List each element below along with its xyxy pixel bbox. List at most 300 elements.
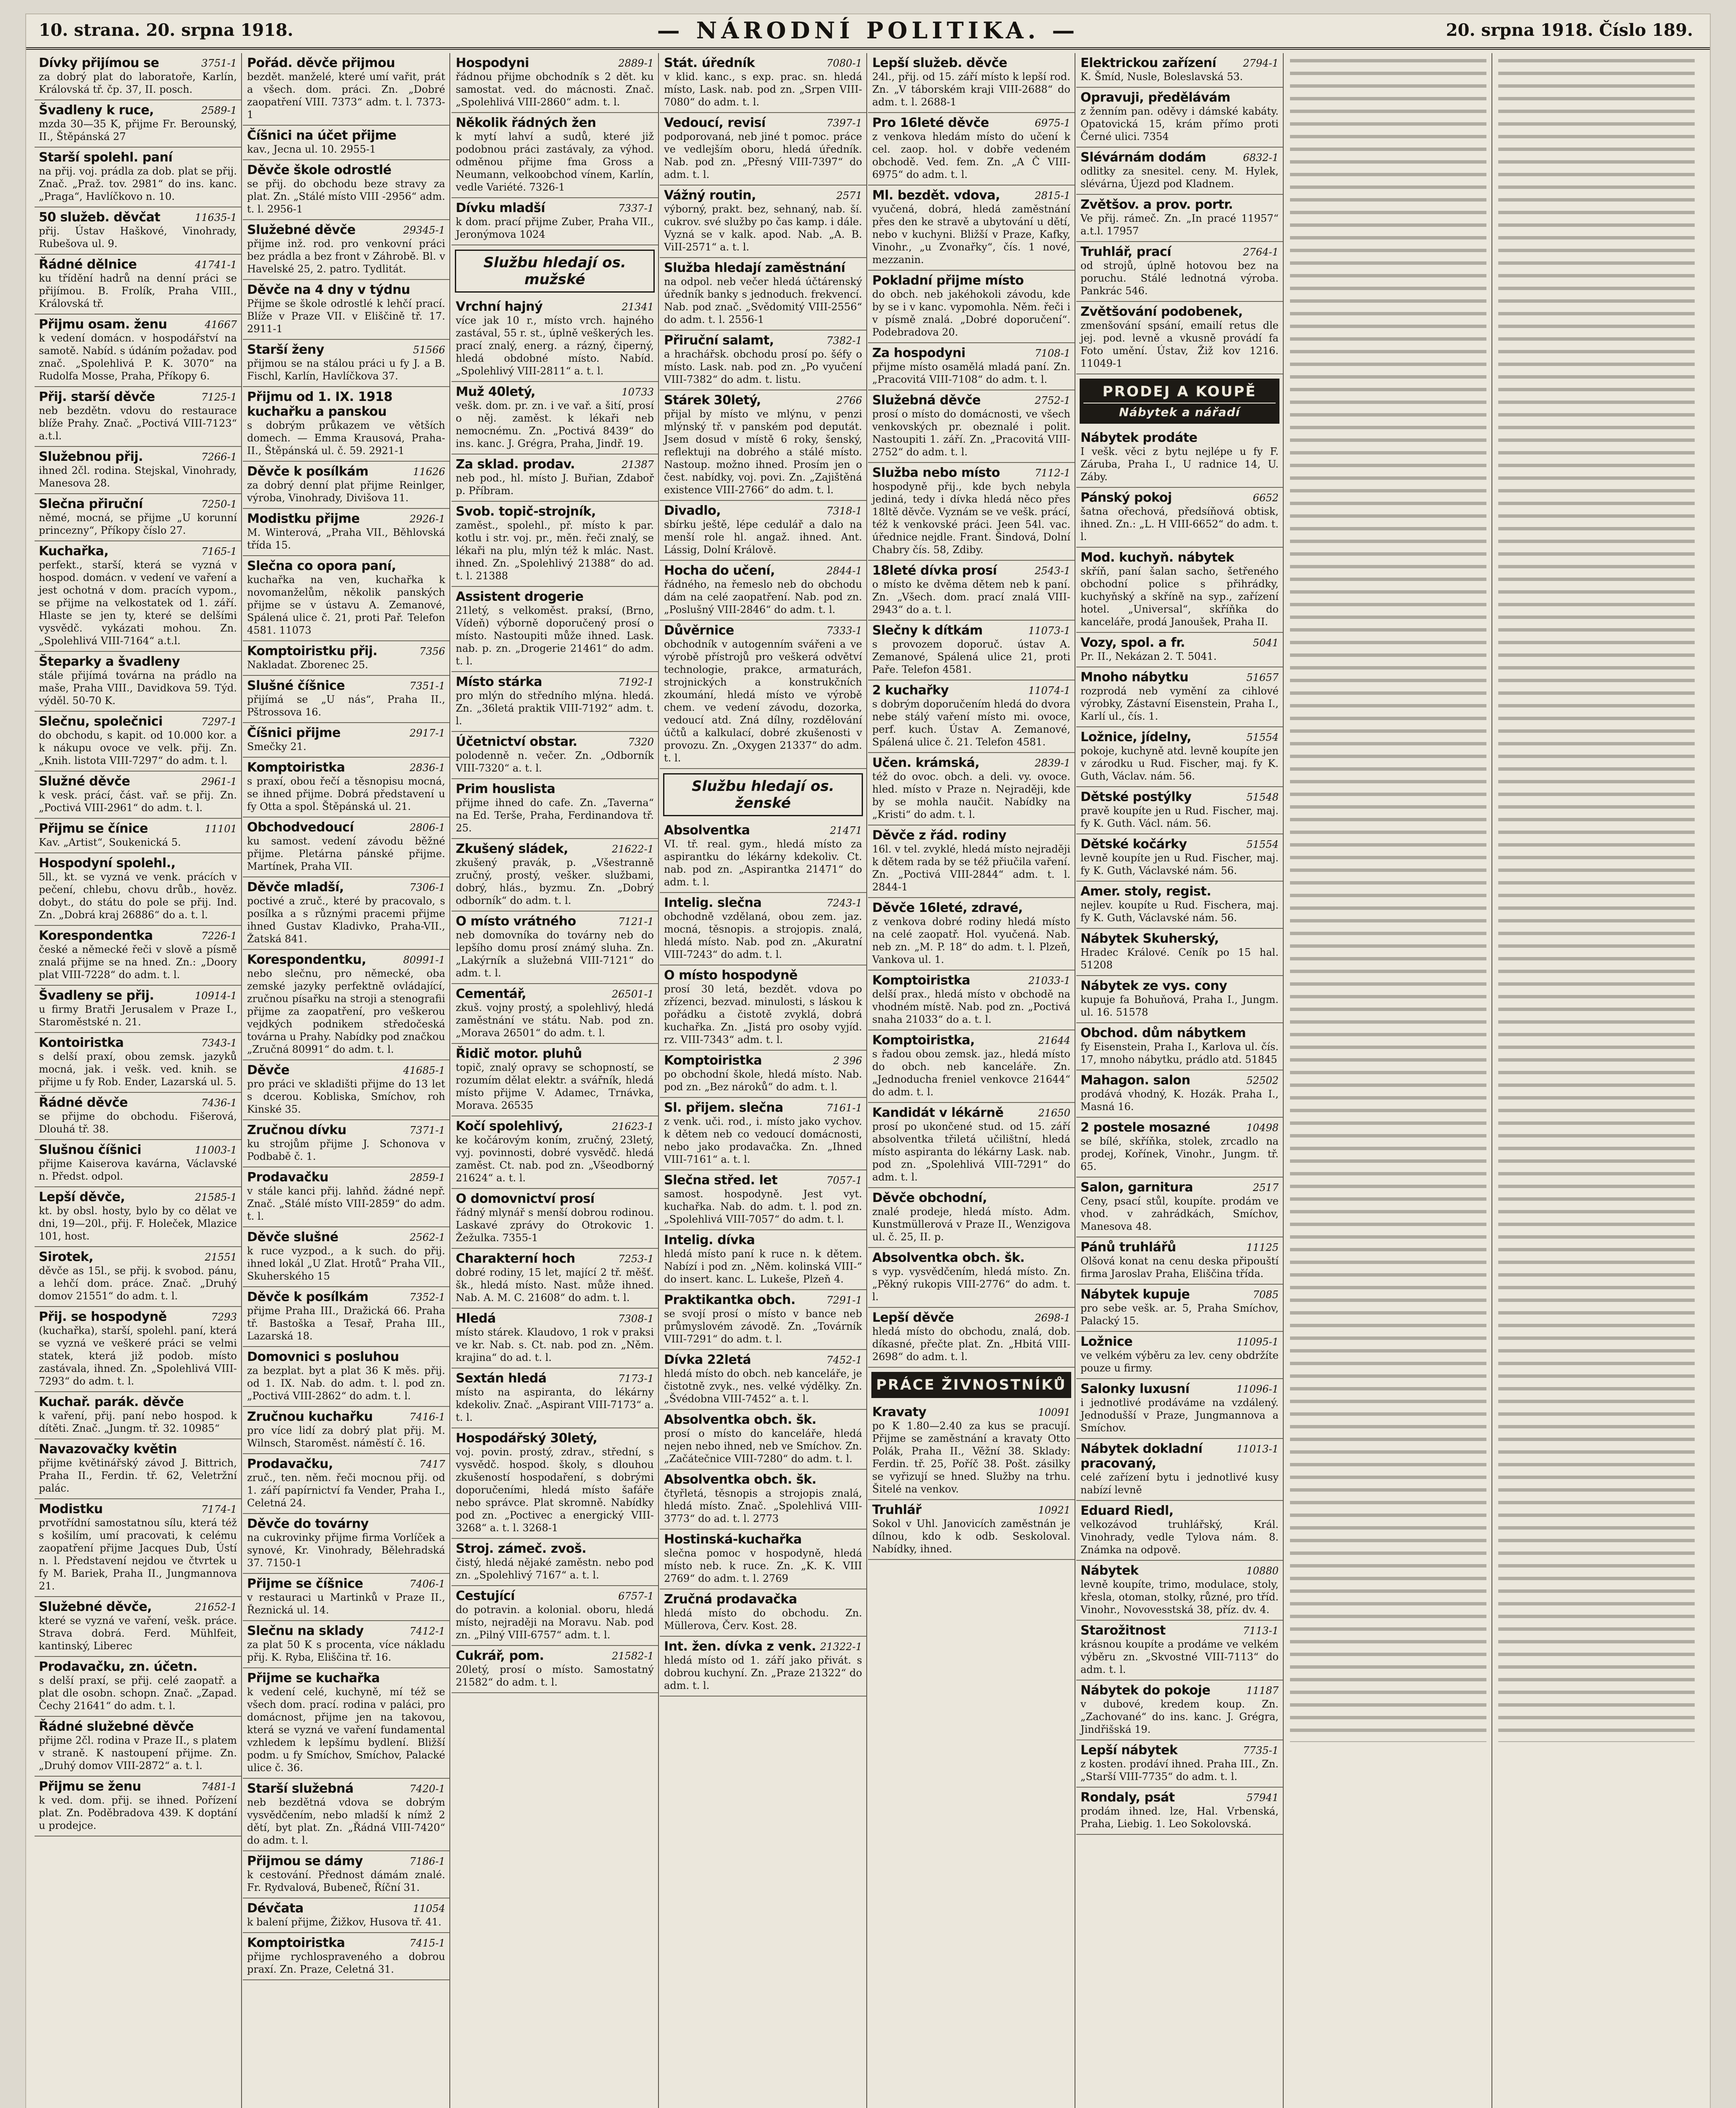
ad-body: neb bezdětná vdova se dobrým vysvědčením, nebo mladší k nímž 2 dětí, byt plat. Zn. „Řádná VIII-7420“ do adm. t. l.: [247, 1796, 445, 1846]
classified-ad: [660, 1530, 866, 1589]
ad-body: od strojů, úplně hotovou bez na poruchu. Stálé lednotná výroba. Pankrác 546.: [1080, 260, 1279, 297]
classified-ad: [1076, 88, 1283, 148]
ad-number: 7266-1: [201, 451, 237, 463]
ad-body: hledá místo do obch. neb kanceláře, je čistotně zvyk., nes. velké výdělky. Zn. „Švédobna VIII-7452“ a. t. l.: [664, 1368, 862, 1405]
classified-ad: [868, 561, 1075, 621]
ad-heading: Komptoiristka: [664, 1053, 762, 1068]
classified-ad: [35, 1499, 241, 1597]
section-banner-title: Službu hledají os. mužské: [483, 254, 626, 288]
ad-number: 21322-1: [820, 1641, 862, 1653]
ad-number: 10914-1: [195, 990, 237, 1002]
ad-heading: Přijmu se čínice: [39, 821, 148, 836]
ad-heading: Řádné služebné děvče: [39, 1719, 194, 1734]
ad-heading: Obchod. dům nábytkem: [1080, 1026, 1246, 1041]
ad-number: 11626: [413, 466, 445, 478]
ad-heading: Kontoiristka: [39, 1035, 124, 1050]
ad-number: 7250-1: [201, 498, 237, 510]
ad-number: 11635-1: [195, 212, 237, 223]
section-banner-subtitle: Nábytek a nářadí: [1083, 403, 1276, 419]
ad-number: 7085: [1252, 1289, 1279, 1301]
classified-ad: [451, 198, 658, 245]
classified-ad: [868, 1500, 1075, 1560]
classified-ad: [660, 965, 866, 1051]
classified-ad: [243, 641, 449, 676]
ad-body: neb pod., hl. místo J. Buřian, Zdaboř p. Příbram.: [456, 472, 654, 497]
classified-ad: [243, 1454, 449, 1514]
classified-ad: [660, 1589, 866, 1637]
classified-ad: [451, 53, 658, 113]
section-banner-title: PRODEJ A KOUPĚ: [1102, 383, 1257, 400]
ad-body: z venkova dobré rodiny hledá místo na celé zaopatř. Hol. vyučená. Nab. neb zn. „M. P. 18“ do adm. t. l. Plzeň, Vankova ul. 1.: [872, 916, 1070, 965]
ad-heading: Int. žen. dívka z venk.: [664, 1639, 816, 1654]
ad-heading: Přijmu od 1. IX. 1918 kuchařku a panskou: [247, 390, 392, 419]
ad-number: 6757-1: [618, 1590, 654, 1602]
ad-heading: 2 postele mosazné: [1080, 1120, 1210, 1135]
column-2: [243, 53, 450, 2108]
ad-heading: Absolventka obch. šk.: [872, 1250, 1025, 1265]
classified-ad: [868, 680, 1075, 753]
ad-body: též do ovoc. obch. a deli. vy. ovoce. hled. místo v Praze n. Nejraději, kde by se mohla naučit. Nabídky na „Kristi“ do adm. t. l.: [872, 771, 1070, 820]
classified-ad: [660, 1051, 866, 1098]
column-8: [1493, 53, 1700, 2108]
ad-heading: Ložnice: [1080, 1334, 1133, 1349]
ad-number: 2794-1: [1243, 57, 1279, 69]
classified-ad: [243, 1060, 449, 1120]
classified-ad: [243, 723, 449, 758]
ad-heading: Korespondentku,: [247, 952, 366, 967]
ad-body: k mytí lahví a sudů, které již podobnou práci zastávaly, za výhod. odměnou přijme fma Gross a Neumann, velkoobchod vínem, Karlín, vedle Variété. 7326-1: [456, 131, 654, 193]
ad-number: 7308-1: [618, 1313, 654, 1325]
classified-ad: [243, 280, 449, 340]
ad-body: k balení přijme, Žižkov, Husova tř. 41.: [247, 1916, 442, 1928]
ad-body: 21letý, s velkoměst. praksí, (Brno, Vídeň) výborně doporučený prosí o místo. Nastoupiti může ihned. Lask. nab. p. zn. „Drogerie 21461“ do adm. t. l.: [456, 605, 654, 667]
ad-body: za dobrý plat do laboratoře, Karlín, Královská tř. čp. 37, II. posch.: [39, 71, 237, 95]
ad-number: 21033-1: [1028, 975, 1070, 987]
ad-body: zkušený pravák, p. „Všestranně zručný, prostý, vešker. službami, dobrý, hlás., byzmu. Zn. „Dobrý odborník“ do adm. t. l.: [456, 857, 654, 906]
column-6: [1076, 53, 1284, 2108]
ad-heading: Prodavačku,: [247, 1457, 333, 1471]
ad-number: 11096-1: [1236, 1383, 1279, 1395]
ad-heading: Domovnici s posluhou: [247, 1350, 399, 1364]
classified-ad: [1076, 1023, 1283, 1070]
ad-heading: Dívka 22letá: [664, 1352, 751, 1367]
classified-ad: [1076, 428, 1283, 488]
ad-heading: Služebná děvče: [872, 393, 981, 408]
ad-body: do obchodu, s kapit. od 10.000 kor. a k nákupu ovoce ve velk. přij. Zn. „Knih. listota VIII-7297“ do adm. t. l.: [39, 729, 237, 766]
ad-heading: Slečna přiruční: [39, 497, 143, 511]
ad-heading: Salonky luxusní: [1080, 1382, 1190, 1396]
ad-number: 10921: [1038, 1504, 1070, 1516]
ad-body: přijímá se „U nás“, Praha II., Pštrossova 16.: [247, 694, 445, 718]
ad-heading: Eduard Riedl,: [1080, 1503, 1174, 1518]
section-banner: [455, 250, 655, 293]
ad-number: 2562-1: [409, 1231, 445, 1243]
ad-body: sbírku ještě, lépe cedulář a dalo na menší role hl. angaž. ihned. Ant. Lássig, Dolní Králově.: [664, 519, 862, 556]
classified-ad: [243, 1933, 449, 1980]
ad-number: 2764-1: [1243, 246, 1279, 258]
classified-ad: [1076, 1680, 1283, 1740]
ad-number: 2859-1: [409, 1172, 445, 1183]
classified-ad: [243, 817, 449, 877]
header-date-left: 10. strana. 20. srpna 1918.: [39, 20, 293, 40]
classified-ad: [35, 207, 241, 255]
ad-heading: Pánský pokoj: [1080, 490, 1172, 505]
ad-body: o místo ke dvěma dětem neb k paní. Zn. „Všech. dom. prací znalá VIII-2943“ do a. t. l.: [872, 578, 1070, 616]
ad-body: bezdět. manželé, které umí vařit, prát a všech. dom. práci. Zn. „Dobré zaopatření VIII. 7373“ adm. t. l. 7373-1: [247, 71, 445, 121]
classified-ad: [868, 53, 1075, 113]
classified-ad: [451, 113, 658, 198]
ad-heading: Komptoiristku přij.: [247, 644, 378, 659]
ad-number: 2917-1: [409, 727, 445, 739]
ad-heading: Dětské postýlky: [1080, 790, 1192, 804]
ad-number: 3751-1: [201, 57, 237, 69]
ad-body: ve velkém výběru za lev. ceny obdržíte pouze u firmy.: [1080, 1350, 1279, 1374]
classified-ad: [35, 315, 241, 387]
ad-body: nebo slečnu, pro německé, oba zemské jazyky perfektně ovládající, zručnou písařku na stroji a stenografii přijme za zaopatření, pro veškerou vejdkých podnikem středočeská továrna u Prahy. Nabídky pod značkou „Zručná 80991“ do adm. t. l.: [247, 968, 445, 1055]
classified-ad: [35, 1247, 241, 1307]
classified-ad: [243, 877, 449, 950]
ad-number: 7412-1: [409, 1625, 445, 1637]
ad-body: k vaření, přij. paní nebo hospod. k dítěti. Znač. „Jungm. tř. 32. 10985“: [39, 1410, 237, 1434]
classified-ad: [243, 1120, 449, 1167]
ad-heading: Praktikantka obch.: [664, 1293, 795, 1307]
column-5: [868, 53, 1075, 2108]
ad-heading: Číšnici na účet přijme: [247, 128, 397, 143]
ad-number: 21623-1: [612, 1121, 654, 1132]
classified-ad: [868, 1402, 1075, 1500]
classified-ad: [35, 926, 241, 986]
ad-heading: Elektrickou zařízení: [1080, 56, 1217, 70]
ad-number: 7293: [211, 1311, 237, 1323]
ad-body: 16l. v tel. zvyklé, hledá místo nejraději k dětem rada by se též přiučila vaření. Zn. „Poctivá VIII-2844“ adm. t. l. 2844-1: [872, 843, 1070, 893]
ad-body: Ve přij. rámeč. Zn. „In pracé 11957“ a.t.l. 17957: [1080, 212, 1279, 237]
column-4: [660, 53, 867, 2108]
ad-heading: Intelig. dívka: [664, 1233, 755, 1248]
ad-heading: Dévčata: [247, 1901, 304, 1916]
ad-heading: Starší služebná: [247, 1781, 354, 1796]
ad-body: k vedení domácn. v hospodářství na samotě. Nabíd. s údáním požadav. pod znač. „Spolehlivá P. K. 3070“ na Rudolfa Mosse, Praha, Příkopy 6.: [39, 332, 237, 382]
ad-body: rozprodá neb vymění za cihlové výrobky, Zástavní Eisenstein, Praha I., Karlí ul., čís. 1.: [1080, 685, 1279, 722]
ad-heading: Slečna střed. let: [664, 1173, 778, 1188]
column-fill: [1498, 56, 1695, 1742]
ad-heading: Muž 40letý,: [456, 384, 535, 399]
ad-body: pro mlýn do středního mlýna. hledá. Zn. „36letá praktik VIII-7192“ adm. t. l.: [456, 690, 654, 727]
ad-heading: Starší spolehl. paní: [39, 150, 172, 165]
ad-number: 7080-1: [826, 57, 862, 69]
classified-ad: [868, 621, 1075, 680]
classified-ad: [243, 1621, 449, 1668]
ad-number: 7186-1: [409, 1855, 445, 1867]
ad-heading: Komptoiristka: [872, 973, 970, 988]
ad-heading: Sextán hledá: [456, 1371, 547, 1386]
ad-heading: Truhlář, prací: [1080, 245, 1172, 259]
ad-heading: Slušné číšnice: [247, 678, 345, 693]
ad-number: 7436-1: [201, 1097, 237, 1109]
ad-number: 41741-1: [195, 259, 237, 271]
ad-heading: O místo hospodyně: [664, 968, 798, 983]
classified-ad: [1076, 667, 1283, 727]
ad-number: 21622-1: [612, 843, 654, 855]
ad-heading: Přij. starší děvče: [39, 390, 155, 404]
ad-heading: Řádné dělnice: [39, 257, 137, 272]
classified-ad: [35, 387, 241, 447]
ad-body: fy Eisenstein, Praha I., Karlova ul. čís. 17, mnoho nábytku, prádlo atd. 51845: [1080, 1041, 1279, 1065]
ad-heading: Služebné děvče: [247, 223, 356, 237]
ad-body: k dom. prací přijme Zuber, Praha VII., Jeronýmova 1024: [456, 216, 654, 240]
classified-ad: [451, 1249, 658, 1309]
ad-heading: Pořád. děvče přijmou: [247, 56, 395, 70]
ad-body: přijme 2čl. rodina v Praze II., s platem v straně. K nastoupení přijme. Zn. „Druhý domov VIII-2872“ a. t. l.: [39, 1734, 237, 1772]
ad-number: 2806-1: [409, 822, 445, 834]
ad-heading: Řádné děvče: [39, 1095, 128, 1110]
ad-body: prodám ihned. lze, Hal. Vrbenská, Praha, Liebig. 1. Leo Sokolovská.: [1080, 1805, 1279, 1830]
classified-ad: [660, 501, 866, 561]
ad-heading: Děvče k posílkám: [247, 1290, 368, 1304]
classified-ad: [1076, 1379, 1283, 1439]
ad-number: 7351-1: [409, 680, 445, 692]
ad-body: nejlev. koupíte u Rud. Fischera, maj. fy K. Guth, Václavské nám. 56.: [1080, 899, 1279, 924]
ad-body: zmenšování spsání, emailí retus dle jej. pod. levně a vkusně provádí fa Foto umění. Ústav, Žiž kov 1216. 11049-1: [1080, 320, 1279, 369]
ad-number: 7337-1: [618, 202, 654, 214]
ad-body: k cestování. Přednost dámám znalé. Fr. Rydvalová, Bubeneč, Říční 31.: [247, 1869, 445, 1893]
ad-heading: Důvěrnice: [664, 623, 734, 638]
ad-body: čistý, hledá nějaké zaměstn. nebo pod zn. „Spolehlivý 7167“ a. t. l.: [456, 1557, 654, 1581]
ad-number: 7121-1: [618, 916, 654, 928]
classified-ad: [868, 971, 1075, 1030]
classified-ad: [243, 1898, 449, 1933]
classified-ad: [35, 712, 241, 772]
ad-heading: Modistku přijme: [247, 511, 360, 526]
ad-heading: Služba nebo místo: [872, 465, 1000, 480]
ad-number: 7343-1: [201, 1037, 237, 1049]
ad-body: šatna ořechová, předsíňová obtisk, ihned. Zn.: „L. H VIII-6652“ do adm. t. l.: [1080, 505, 1279, 543]
classified-ad: [243, 1851, 449, 1898]
ad-body: prosí o místo do kanceláře, hledá nejen nebo ihned, neb ve Smíchov. Zn. „Začátečnice VIII-7280“ do adm. t. l.: [664, 1428, 862, 1465]
ad-number: 7226-1: [201, 930, 237, 942]
ad-body: poctivé a zruč., které by pracovalo, s posílka a s různými pracemi přijme ihned Gustav Kladivko, Praha-VII., Žatská 841.: [247, 895, 445, 945]
ad-body: odlitky za snesitel. ceny. M. Hylek, slévárna, Újezd pod Kladnem.: [1080, 165, 1279, 190]
ad-body: vešk. dom. pr. zn. i ve vař. a šití, prosí o něj. zaměst. k lékaři neb nemocnému. Zn. „Poctivá 8439“ do ins. kanc. J. Grégra, Praha, Jindř. 19.: [456, 400, 654, 449]
ad-body: pokoje, kuchyně atd. levně koupíte jen v zárodku u Rud. Fischer, maj. fy K. Guth, Václav. nám. 56.: [1080, 745, 1279, 782]
ad-body: po obchodní škole, hledá místo. Nab. pod zn. „Bez nároků“ do adm. t. l.: [664, 1068, 862, 1093]
ad-body: pro více lidí za dobrý plat přij. M. Wilnsch, Staroměst. náměstí č. 16.: [247, 1425, 445, 1449]
ad-number: 7333-1: [826, 625, 862, 637]
ad-number: 51554: [1246, 731, 1279, 743]
ad-body: dobré rodiny, 15 let, mající 2 tř. měšť. šk., hledá místo. Nast. může ihned. Nab. A. M. C. 21608“ do adm. t. l.: [456, 1266, 654, 1304]
ad-body: které se vyzná ve vaření, vešk. práce. Strava dobrá. Ferd. Mühlfeit, kantinský, Liberec: [39, 1615, 237, 1652]
ad-body: k vedení celé, kuchyně, mí též se všech dom. prací. rodina v paláci, pro domácnost, přijme jen na takovou, která se vyzná ve vaření fundamental vzhledem k lepšímu bydlení. Bližší podm. u fy Smíchov, Smíchov, Palacké ulice č. 36.: [247, 1686, 445, 1774]
ad-heading: Děvče 16leté, zdravé,: [872, 901, 1023, 915]
classified-ad: [35, 1439, 241, 1499]
classified-ad: [243, 1347, 449, 1407]
ad-body: přijal by místo ve mlýnu, v penzi mlýnský tř. v panském pod deputát. Jsem dosud v místě 6 roky, šenský, reflektuji na dobrého a stálé místo. Nastoup. možno ihned. Prosím jen o čest. nabídky, voj. povi. Zn. „Zajištěná existence VIII-2766“ do adm. t. l.: [664, 408, 862, 496]
ad-number: 7297-1: [201, 716, 237, 728]
classified-ad: [868, 186, 1075, 271]
ad-number: 7415-1: [409, 1937, 445, 1949]
ad-number: 7318-1: [826, 505, 862, 517]
classified-ad: [868, 825, 1075, 898]
classified-ad: [868, 113, 1075, 186]
ad-number: 7481-1: [201, 1781, 237, 1793]
ad-heading: Prodavačku: [247, 1170, 329, 1185]
ad-heading: Ložnice, jídelny,: [1080, 730, 1191, 745]
classified-ad: [451, 672, 658, 732]
ad-body: přijme Kaiserova kavárna, Václavské n. Předst. odpol.: [39, 1158, 237, 1182]
ad-heading: Stát. úředník: [664, 56, 755, 70]
ad-body: ihned 2čl. rodina. Stejskal, Vinohrady, Manesova 28.: [39, 465, 237, 489]
classified-ad: [243, 1779, 449, 1851]
ad-body: delší prax., hledá místo v obchodě na vhodném místě. Nab. pod zn. „Poctivá snaha 21033“ do a. t. l.: [872, 988, 1070, 1025]
ad-heading: Prim houslista: [456, 782, 555, 796]
ad-heading: Absolventka obch. šk.: [664, 1472, 817, 1487]
ad-number: 2889-1: [618, 57, 654, 69]
section-banner-title: PRÁCE ŽIVNOSTNÍKŮ: [876, 1377, 1067, 1393]
ad-number: 10091: [1038, 1406, 1070, 1418]
ad-heading: Stárek 30letý,: [664, 393, 761, 408]
ad-number: 7406-1: [409, 1578, 445, 1590]
ad-body: I vešk. věci z bytu nejlépe u fy F. Záruba, Praha I., U radnice 14, U. Záby.: [1080, 446, 1279, 483]
ad-body: pro práci ve skladišti přijme do 13 let s dcerou. Kobliska, Smíchov, roh Kinské 35.: [247, 1078, 445, 1115]
ad-number: 21471: [830, 825, 862, 836]
classified-ad: [660, 390, 866, 501]
ad-heading: Přiruční salamt,: [664, 333, 774, 348]
classified-ad: [243, 1574, 449, 1621]
ad-number: 51548: [1246, 791, 1279, 803]
ad-body: prvotřídní samostatnou sílu, která též s košilím, umí pracovati, k celému zaopatření přijme Jacques Dub, Ústí n. l. Představení nejdou ve čtvrtek u fy M. Bariek, Praha II., Jungmannova 21.: [39, 1517, 237, 1592]
ad-body: řádný mlynář s menší dobrou rodinou. Laskavé zprávy do Otrokovic 1. Žežulka. 7355-1: [456, 1207, 654, 1244]
classified-ad: [1076, 1332, 1283, 1379]
ad-body: s řadou obou zemsk. jaz., hledá místo do obch. neb kanceláře. Zn. „Jednoducha freniel venkovce 21644“ do adm. t. l.: [872, 1048, 1070, 1098]
ad-body: Smečky 21.: [247, 741, 306, 753]
ad-heading: Hospodářský 30letý,: [456, 1431, 597, 1446]
classified-ad: [1076, 488, 1283, 548]
ad-body: hledá místo paní k ruce n. k dětem. Nabízí i pod zn. „Něm. kolinská VIII-“ do insert. kanc. L. Lukeše, Plzeň 4.: [664, 1248, 862, 1285]
classified-ad: [660, 893, 866, 965]
ad-heading: Nábytek dokladní pracovaný,: [1080, 1441, 1203, 1471]
ad-heading: Pánů truhlářů: [1080, 1240, 1176, 1255]
ad-heading: Hospodyní spolehl.,: [39, 856, 176, 871]
ad-body: prosí po ukončené stud. od 15. září absolventka třiletá učilištní, hledá místo aspiranta do lékárny Lask. nab. pod zn. „Spolehlivá VIII-7291“ do adm. t. l.: [872, 1121, 1070, 1183]
ad-body: Olšová konat na cenu deska připouští firma Jaroslav Praha, Eliščina třída.: [1080, 1255, 1279, 1280]
classified-ad: [35, 1187, 241, 1247]
ad-heading: Svob. topič-strojník,: [456, 504, 596, 519]
ad-heading: Šteparky a švadleny: [39, 654, 180, 669]
ad-heading: Zručnou kuchařku: [247, 1409, 373, 1424]
ad-number: 52502: [1246, 1075, 1279, 1086]
classified-ad: [451, 779, 658, 839]
classified-ad: [35, 494, 241, 541]
ad-heading: Účetnictví obstar.: [456, 734, 578, 749]
ad-number: 21387: [621, 459, 654, 471]
ad-number: 2589-1: [201, 105, 237, 116]
ad-body: stále přijímá továrna na prádlo na maše, Praha VIII., Davidkova 59. Týd. výděl. 50-70 K.: [39, 670, 237, 707]
ad-heading: Salon, garnitura: [1080, 1180, 1193, 1195]
ad-body: podporovaná, neb jiné t pomoc. práce ve vedlejším oboru, hledá úředník. Nab. pod zn. „Přesný VIII-7397“ do adm. t. l.: [664, 131, 862, 180]
classified-ad: [35, 541, 241, 652]
classified-ad: [35, 1777, 241, 1836]
ad-body: k vesk. prácí, část. vař. se přij. Zn. „Poctivá VIII-2961“ do adm. t. l.: [39, 789, 237, 814]
ad-body: v klid. kanc., s exp. prac. sn. hledá místo, Lask. nab. pod zn. „Srpen VIII-7080“ do adm. t. l.: [664, 71, 862, 108]
ad-body: kupuje fa Bohuňová, Praha I., Jungm. ul. 16. 51578: [1080, 994, 1279, 1018]
ad-number: 7165-1: [201, 546, 237, 557]
ad-body: ku strojům přijme J. Schonova v Podbabě č. 1.: [247, 1138, 445, 1162]
ad-body: voj. povin. prostý, zdrav., střední, s vysvědč. hospod. školy, s dlouhou zkušeností hospodaření, s dobrými doporučeními, hledá místo šafáře nebo správce. Plat skromně. Nabídky pod zn. „Poctivec a energický VIII-3268“ a. t. l. 3268-1: [456, 1446, 654, 1534]
ad-heading: Mnoho nábytku: [1080, 670, 1189, 685]
ad-number: 57941: [1246, 1792, 1279, 1804]
classified-ad: [35, 1597, 241, 1657]
ad-heading: Nábytek ze vys. cony: [1080, 979, 1227, 993]
ad-heading: O domovnictví prosí: [456, 1191, 595, 1206]
ad-number: 11054: [413, 1903, 445, 1914]
ad-heading: Vedoucí, revisí: [664, 116, 766, 130]
ad-heading: Slečnu, společnici: [39, 714, 163, 729]
header-issue-right: 20. srpna 1918. Číslo 189.: [1446, 20, 1693, 40]
ad-body: Ceny, psací stůl, koupíte. prodám ve vhod. v zahrádkách, Smíchov, Manesova 48.: [1080, 1195, 1279, 1232]
ad-number: 11095-1: [1236, 1336, 1279, 1348]
classified-ad: [451, 382, 658, 454]
ad-heading: Mod. kuchyň. nábytek: [1080, 550, 1234, 565]
ad-heading: Pokladní přijme místo: [872, 273, 1024, 288]
ad-body: místo stárek. Klaudovo, 1 rok v praksi ve kr. Nab. s. Ct. nab. pod zn. „Něm. krajina“ do ad. t. l.: [456, 1326, 654, 1363]
ad-heading: Dětské kočárky: [1080, 837, 1187, 852]
ad-heading: Slečny k dítkám: [872, 623, 983, 638]
ad-number: 7057-1: [826, 1175, 862, 1186]
classified-ad: [35, 853, 241, 926]
ad-heading: Sl. přijem. slečna: [664, 1100, 783, 1115]
classified-ad: [35, 1657, 241, 1717]
classified-ad: [660, 820, 866, 893]
ad-body: VI. tř. real. gym., hledá místo za aspirantku do lékárny kdekoliv. Ct. nab. pod zn. „Aspirantka 21471“ do adm. t. l.: [664, 838, 862, 888]
ad-heading: Služné děvče: [39, 774, 130, 789]
classified-ad: [1076, 1178, 1283, 1237]
ad-heading: Charakterní hoch: [456, 1251, 575, 1266]
ad-body: krásnou koupíte a prodáme ve velkém výběru zn. „Skvostné VIII-7113“ do adm. t. l.: [1080, 1638, 1279, 1675]
ad-body: na přij. voj. prádla za dob. plat se přij. Znač. „Praž. tov. 2981“ do ins. kanc. „Praga“, Havlíčkovo n. 10.: [39, 165, 237, 202]
classified-ad: [243, 509, 449, 556]
ad-body: i jednotlivé prodáváme na vzdálený. Jednodušší v Praze, Jungmannova a Smíchov.: [1080, 1397, 1279, 1434]
column-1: [35, 53, 242, 2108]
classified-ad: [1076, 882, 1283, 929]
ad-body: 5ll., kt. se vyzná ve venk. prácích v pečení, chlebu, chovu drůb., hověz. dobyt., do státu do pole se přij. Ind. Zn. „Dobrá kraj 26886“ do a. t. l.: [39, 871, 237, 921]
classified-ad: [1076, 1285, 1283, 1332]
classified-ad: [1076, 1439, 1283, 1501]
classified-ad: [868, 1308, 1075, 1368]
ad-body: prodává vhodný, K. Hozák. Praha I., Masná 16.: [1080, 1088, 1279, 1113]
ad-body: k ved. dom. přij. se ihned. Pořízení plat. Zn. Poděbradova 439. K doptání u prodejce.: [39, 1794, 237, 1831]
ad-heading: Cukrář, pom.: [456, 1648, 544, 1663]
ad-body: Přijme se škole odrostlé k lehčí prací. Blíže v Praze VII. v Eliščině tř. 17. 2911-1: [247, 298, 445, 335]
ad-body: za bezplat. byt a plat 36 K měs. přij. od 1. IX. Nab. do adm. t. l. pod zn. „Poctivá VIII-2862“ do adm. t. l.: [247, 1365, 445, 1402]
ad-body: po K 1.80—2.40 za kus se pracují. Přijme se zaměstnání a kravaty Otto Polák, Praha II., Věžní 38. Sklady: Ferdin. tř. 25, Poříč 38. Pošt. zásilky se vyřizují se hned. Služby na trhu. Šitelé na venkov.: [872, 1420, 1070, 1495]
ad-number: 7397-1: [826, 117, 862, 129]
column-7: [1285, 53, 1492, 2108]
ad-number: 11013-1: [1236, 1443, 1279, 1455]
ad-body: pro sebe vešk. ar. 5, Praha Smíchov, Palacký 15.: [1080, 1302, 1279, 1327]
ad-heading: Přijmu se ženu: [39, 1779, 141, 1794]
classified-ad: [243, 126, 449, 160]
ad-body: ku třídění hadrů na denní práci se přijímou. B. Frolík, Praha VIII., Královská tř.: [39, 272, 237, 309]
ad-number: 51566: [413, 344, 445, 356]
classified-ad: [451, 839, 658, 911]
classified-ad: [868, 1248, 1075, 1308]
classified-ad: [660, 113, 866, 186]
ad-number: 11073-1: [1028, 625, 1070, 637]
classified-ad: [1076, 727, 1283, 787]
ad-number: 7173-1: [618, 1373, 654, 1385]
classified-ad: [660, 561, 866, 621]
ad-body: v stále kanci přij. lahňd. žádné nepř. Znač. „Stálé místo VIII-2859“ do adm. t. l.: [247, 1185, 445, 1222]
ad-number: 21650: [1038, 1107, 1070, 1119]
